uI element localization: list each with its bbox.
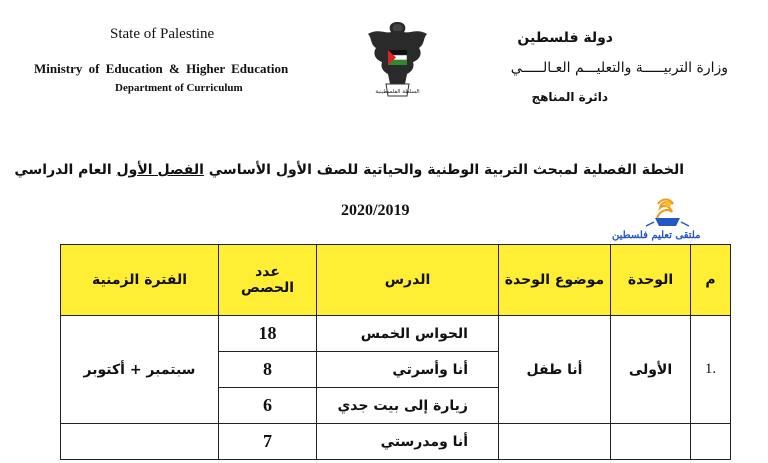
cell-unit-topic: أنا طفل xyxy=(499,316,611,424)
header-lesson: الدرس xyxy=(317,245,499,316)
plan-title-part2: العام الدراسي xyxy=(14,162,117,178)
state-name-ar: دولة فلسطين xyxy=(517,30,613,46)
header-unit-topic: موضوع الوحدة xyxy=(499,245,611,316)
header-time-period: الفترة الزمنية xyxy=(61,245,219,316)
cell-unit xyxy=(611,424,691,460)
plan-title-part1: الخطة الفصلية لمبحث التربية الوطنية والحياتية للصف الأول الأساسي xyxy=(203,162,684,178)
cell-periods-count: 7 xyxy=(219,424,317,460)
cell-unit: الأولى xyxy=(611,316,691,424)
header-periods-line1: عدد xyxy=(255,264,280,280)
semester-plan-table xyxy=(60,244,731,460)
header-unit: الوحدة xyxy=(611,245,691,316)
plan-title-semester: الفصل الأول xyxy=(116,162,204,178)
cell-periods-count: 8 xyxy=(219,352,317,388)
cell-lesson: الحواس الخمس xyxy=(317,316,499,352)
forum-logo-text: ملتقى تعليم فلسطين xyxy=(612,230,701,241)
cell-lesson: زيارة إلى بيت جدي xyxy=(317,388,499,424)
state-name-en: State of Palestine xyxy=(110,26,215,42)
table-header-row xyxy=(61,245,731,316)
ministry-name-ar: وزارة التربيـــــة والتعليـــم العـالـــــي xyxy=(510,60,728,76)
svg-text:السلطة الفلسطينية: السلطة الفلسطينية xyxy=(375,89,420,95)
palestine-eagle-emblem-icon xyxy=(360,14,435,114)
header-index: م xyxy=(691,245,731,316)
department-name-ar: دائرة المناهج xyxy=(531,90,608,104)
cell-lesson: أنا وأسرتي xyxy=(317,352,499,388)
cell-lesson: أنا ومدرستي xyxy=(317,424,499,460)
academic-year: 2020/2019 xyxy=(341,202,410,219)
cell-time-period xyxy=(61,424,219,460)
table-row xyxy=(61,424,731,460)
cell-index xyxy=(691,424,731,460)
plan-title xyxy=(14,162,684,178)
cell-periods-count: 6 xyxy=(219,388,317,424)
department-name-en: Department of Curriculum xyxy=(115,82,243,94)
header-periods-line2: الحصص xyxy=(240,280,295,296)
cell-periods-count: 18 xyxy=(219,316,317,352)
cell-index: 1. xyxy=(691,316,731,424)
table-row xyxy=(61,316,731,352)
cell-unit-topic xyxy=(499,424,611,460)
cell-time-period: سبتمبر + أكتوبر xyxy=(61,316,219,424)
ministry-name-en: Ministry of Education & Higher Education xyxy=(34,61,289,76)
header-periods-count xyxy=(219,245,317,316)
